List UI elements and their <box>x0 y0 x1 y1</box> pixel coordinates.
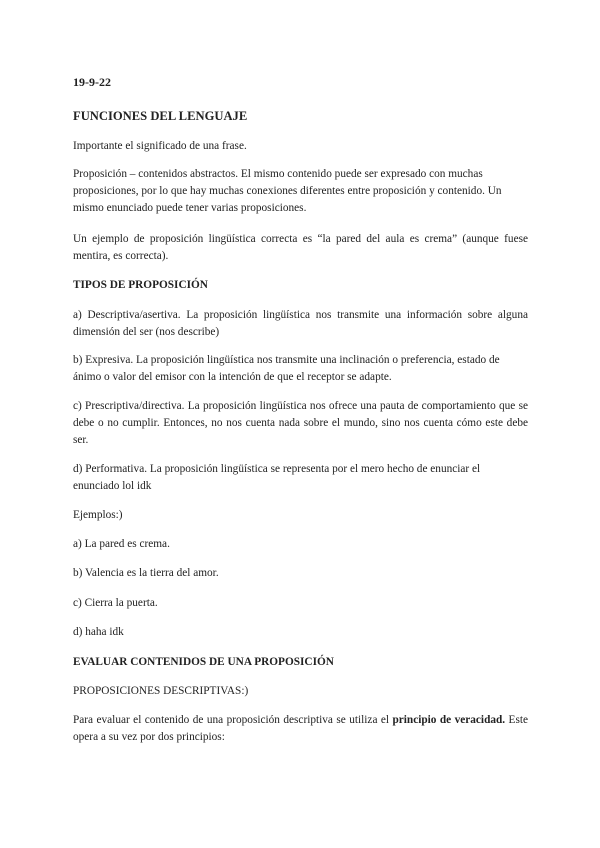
paragraph-tipo-c: c) Prescriptiva/directiva. La proposición lingüística nos ofrece una pauta de comportamiento que se debe o no cumplir. Entonces, no nos cuenta nada sobre el mundo, sino nos cuenta cómo este debe ser. <box>73 400 528 446</box>
ejemplo-b: b) Valencia es la tierra del amor. <box>73 567 219 579</box>
principio-veracidad-term: principio de veracidad. <box>392 714 506 726</box>
document-title: FUNCIONES DEL LENGUAJE <box>73 109 248 123</box>
ejemplos-label: Ejemplos:) <box>73 509 123 521</box>
subheading-descriptivas: PROPOSICIONES DESCRIPTIVAS:) <box>73 685 249 697</box>
paragraph-tipo-a: a) Descriptiva/asertiva. La proposición lingüística nos transmite una información sobre alguna dimensión del ser (nos describe) <box>73 309 528 338</box>
ejemplo-d: d) haha idk <box>73 626 124 638</box>
ejemplo-c: c) Cierra la puerta. <box>73 597 158 609</box>
paragraph-importante: Importante el significado de una frase. <box>73 140 247 152</box>
document-date: 19-9-22 <box>73 75 111 89</box>
paragraph-tipo-b: b) Expresiva. La proposición lingüística nos transmite una inclinación o preferencia, estado de ánimo o valor del emisor con la intención de que el receptor se adapte. <box>73 354 500 383</box>
ejemplo-a: a) La pared es crema. <box>73 538 170 550</box>
paragraph-veracidad-post: Este opera a su vez por dos principios: <box>73 714 529 743</box>
paragraph-veracidad <box>73 712 528 746</box>
paragraph-tipo-d: d) Performativa. La proposición lingüística se representa por el mero hecho de enunciar el enunciado lol idk <box>73 463 481 492</box>
heading-tipos: TIPOS DE PROPOSICIÓN <box>73 279 208 291</box>
paragraph-veracidad-pre: Para evaluar el contenido de una proposición descriptiva se utiliza el <box>73 714 393 726</box>
paragraph-proposicion: Proposición – contenidos abstractos. El mismo contenido puede ser expresado con muchas proposiciones, por lo que hay muchas conexiones diferentes entre proposición y contenido. Un mismo enunciado puede tener varias proposiciones. <box>73 168 502 214</box>
paragraph-ejemplo: Un ejemplo de proposición lingüística correcta es “la pared del aula es crema” (aunque fuese mentira, es correcta). <box>73 233 528 262</box>
heading-evaluar: EVALUAR CONTENIDOS DE UNA PROPOSICIÓN <box>73 656 334 668</box>
